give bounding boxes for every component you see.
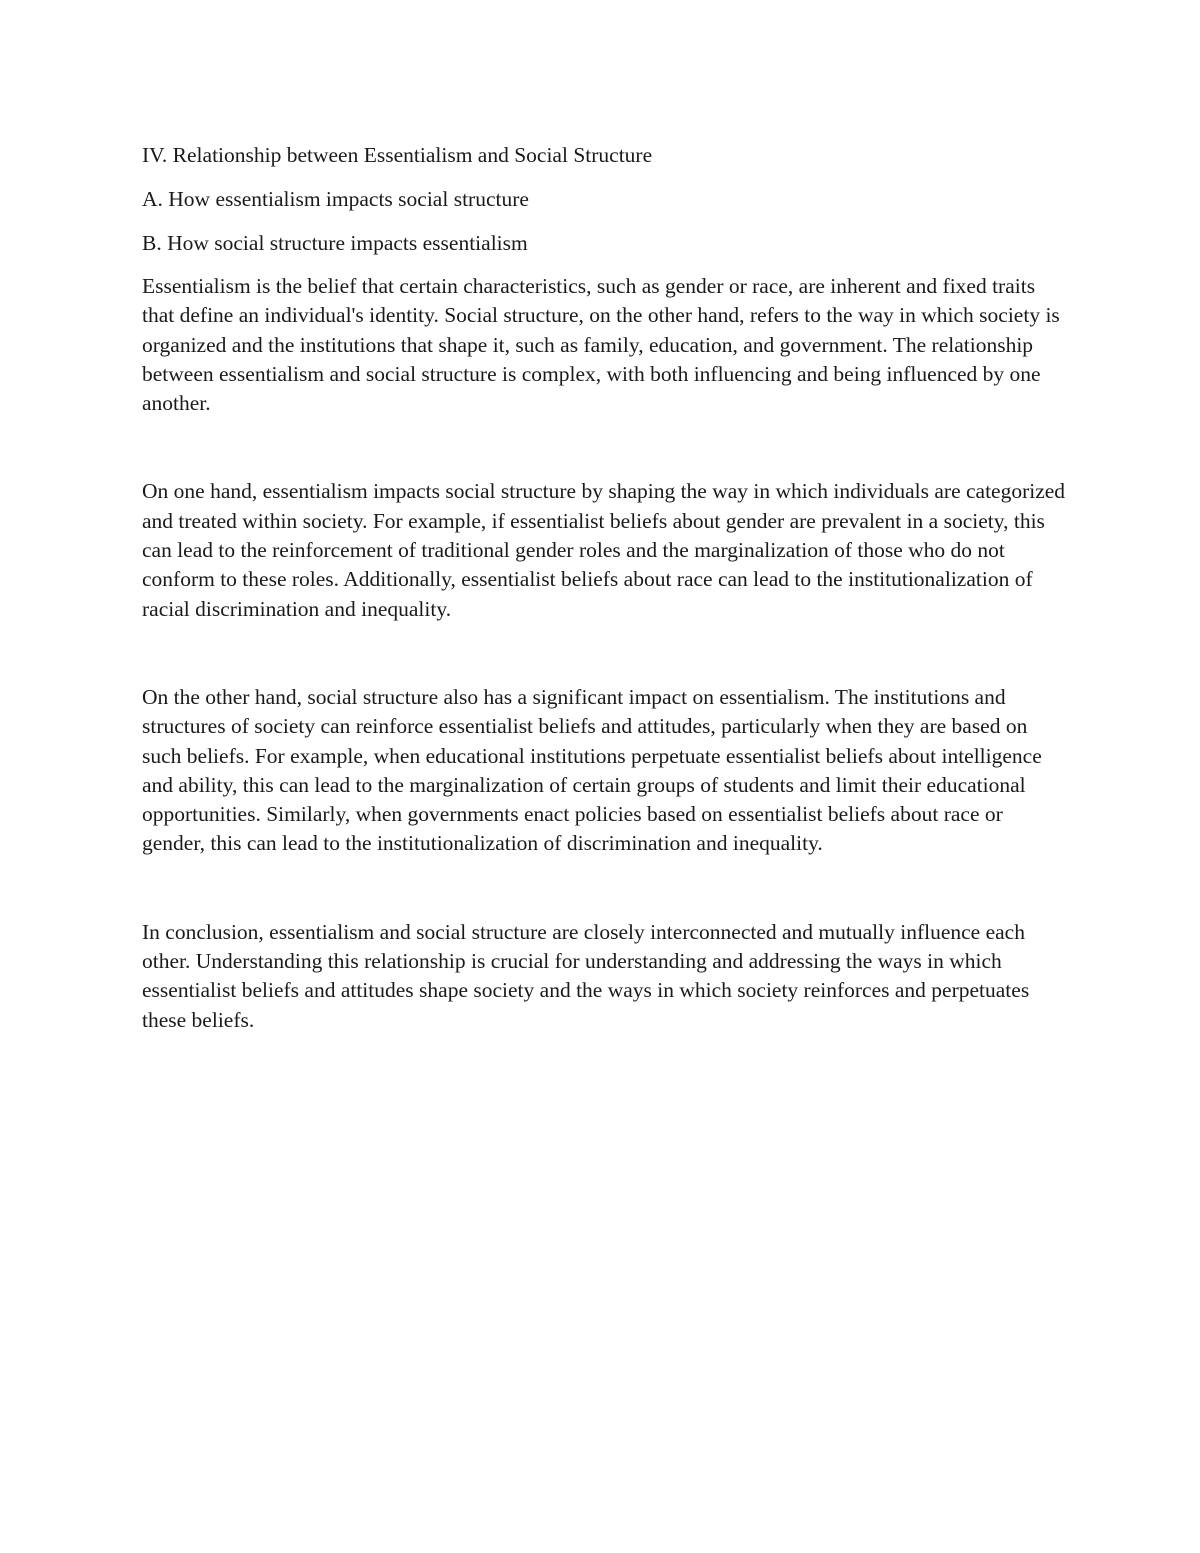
paragraph-essentialism-impacts: On one hand, essentialism impacts social structure by shaping the way in which individuals are categorized and treated within society. For example, if essentialist beliefs about gender are prevalent in a society, this can lead to the reinforcement of traditional gender roles and the marginalization of those who do not conform to these roles. Additionally, essentialist beliefs about race can lead to the institutionalization of racial discrimination and inequality. xyxy=(142,479,1066,621)
subsection-heading-b: B. How social structure impacts essentialism xyxy=(142,231,528,255)
subsection-heading-a: A. How essentialism impacts social structure xyxy=(142,187,529,211)
paragraph-intro: Essentialism is the belief that certain characteristics, such as gender or race, are inherent and fixed traits that define an individual's identity. Social structure, on the other hand, refers to the way in which society is organized and the institutions that shape it, such as family, education, and government. The relationship between essentialism and social structure is complex, with both influencing and being influenced by one another. xyxy=(142,274,1060,416)
document-body xyxy=(142,140,1067,1035)
paragraph-structure-impacts: On the other hand, social structure also has a significant impact on essentialism. The institutions and structures of society can reinforce essentialist beliefs and attitudes, particularly when they are based on such beliefs. For example, when educational institutions perpetuate essentialist beliefs about intelligence and ability, this can lead to the marginalization of certain groups of students and limit their educational opportunities. Similarly, when governments enact policies based on essentialist beliefs about race or gender, this can lead to the institutionalization of discrimination and inequality. xyxy=(142,684,1042,856)
paragraph-conclusion: In conclusion, essentialism and social structure are closely interconnected and mutually influence each other. Understanding this relationship is crucial for understanding and addressing the ways in which essentialist beliefs and attitudes shape society and the ways in which society reinforces and perpetuates these beliefs. xyxy=(142,919,1030,1032)
section-heading: IV. Relationship between Essentialism and Social Structure xyxy=(142,143,653,167)
